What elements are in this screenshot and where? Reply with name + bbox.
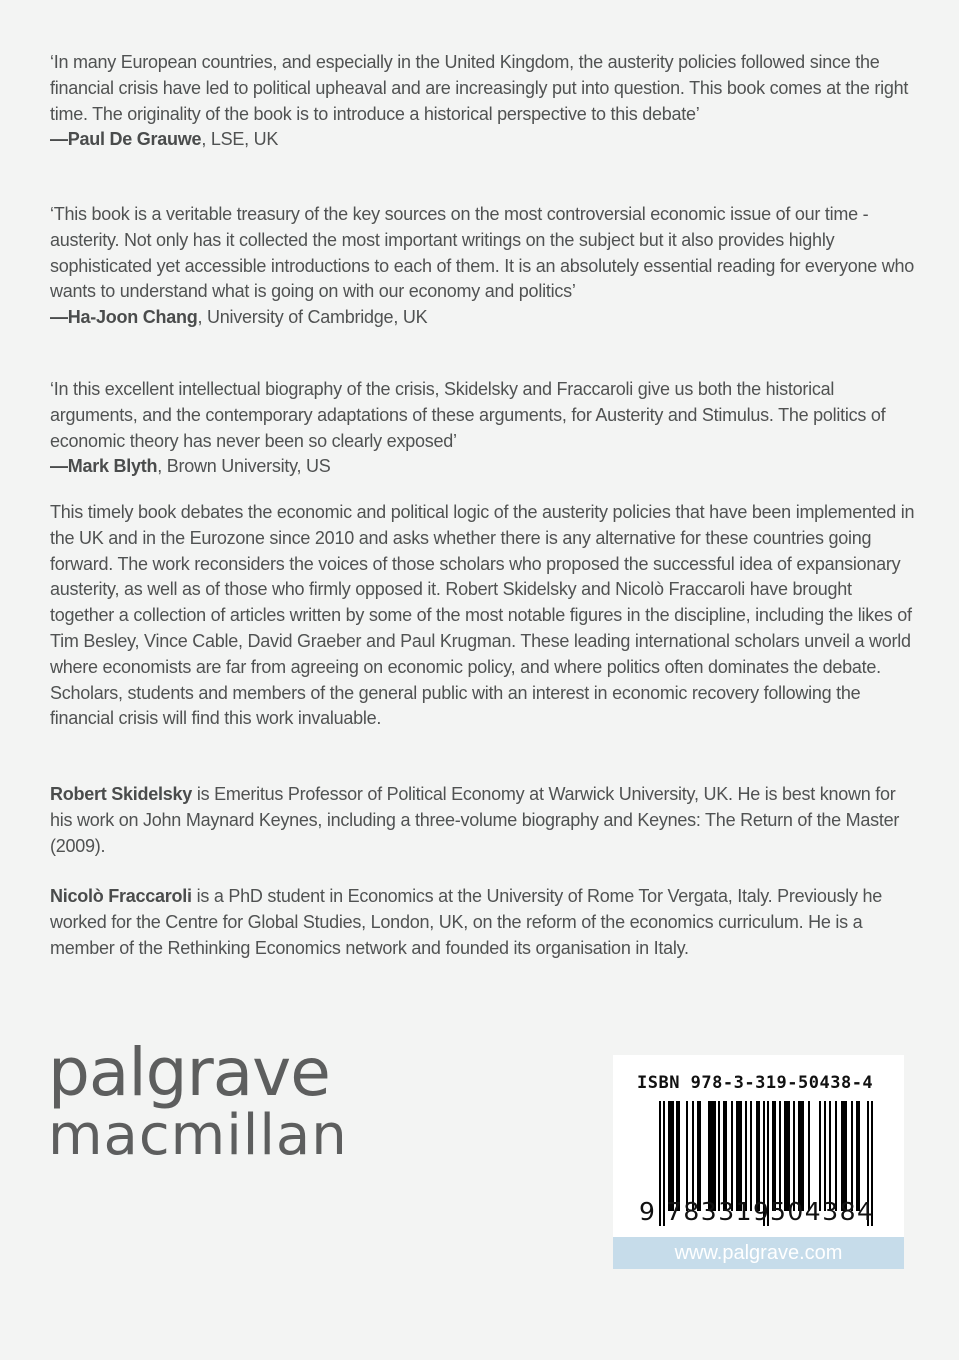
author-name: Nicolò Fraccaroli [50, 886, 192, 906]
quote-text: ‘This book is a veritable treasury of the key sources on the most controversial economic issue of our time - austerity. Not only has it collected the most important writings on the subject but it also provides highly sophisticated yet accessible introductions to each of them. It is an absolutely essential reading for everyone who wants to understand what is going on with our economy and politics’ [50, 204, 915, 302]
quote-author: —Mark Blyth [50, 456, 158, 477]
quote-attribution [50, 127, 920, 153]
isbn-label: ISBN 978-3-319-50438-4 [637, 1073, 874, 1093]
endorsement-quote-1 [50, 50, 920, 153]
quote-author: —Ha-Joon Chang [50, 307, 198, 328]
quote-author: —Paul De Grauwe [50, 129, 202, 150]
logo-line-palgrave: palgrave [48, 1034, 330, 1111]
book-description: This timely book debates the economic and political logic of the austerity policies that have been implemented in the UK and in the Eurozone since 2010 and asks whether there is any alternative for these countries going forward. The work reconsiders the voices of those scholars who proposed the successful idea of expansionary austerity, as well as of those who firmly opposed it. Robert Skidelsky and Nicolò Fraccaroli have brought together a collection of articles written by some of the most notable figures in the discipline, including the likes of Tim Besley, Vince Cable, David Graeber and Paul Krugman. These leading international scholars unveil a world where economists are far from agreeing on economic policy, and where politics often dominates the debate. Scholars, students and members of the general public with an interest in economic recovery following the financial crisis will find this work invaluable. [50, 502, 915, 729]
author-name: Robert Skidelsky [50, 784, 193, 804]
quote-text: ‘In this excellent intellectual biography of the crisis, Skidelsky and Fraccaroli give us both the historical arguments, and the contemporary adaptations of these arguments, for Austerity and Stimulus. The politics of economic theory has never been so clearly exposed’ [50, 379, 886, 451]
author-bio-text: is Emeritus Professor of Political Economy at Warwick University, UK. He is best known for his work on John Maynard Keynes, including a three-volume biography and Keynes: The Return of the Master (2009). [50, 784, 900, 856]
endorsement-quote-2 [50, 202, 920, 331]
endorsement-quote-3 [50, 377, 920, 480]
barcode-digit-group-1: 783319 [666, 1197, 771, 1226]
quote-attribution [50, 454, 920, 480]
quote-text: ‘In many European countries, and especially in the United Kingdom, the austerity policies followed since the financial crisis have led to political upheaval and are increasingly put into question. This book comes at the right time. The originality of the book is to introduce a historical perspective to this debate’ [50, 52, 909, 124]
isbn-barcode-panel [613, 1055, 904, 1269]
publisher-logo [48, 1034, 348, 1168]
quote-attribution [50, 305, 920, 331]
barcode-digit-first: 9 [639, 1197, 657, 1226]
barcode-digit-group-2: 504384 [770, 1197, 875, 1226]
logo-line-macmillan: macmillan [48, 1103, 348, 1168]
author-bio-fraccaroli [50, 884, 920, 961]
author-bio-skidelsky [50, 782, 920, 859]
quote-affiliation: , Brown University, US [157, 456, 331, 477]
quote-affiliation: , University of Cambridge, UK [197, 307, 428, 328]
author-bio-text: is a PhD student in Economics at the University of Rome Tor Vergata, Italy. Previously he worked for the Centre for Global Studies, London, UK, on the reform of the economics curriculum. He is a member of the Rethinking Economics network and founded its organisation in Italy. [50, 886, 882, 958]
publisher-website-link[interactable]: www.palgrave.com [613, 1237, 904, 1269]
quote-affiliation: , LSE, UK [201, 129, 279, 150]
